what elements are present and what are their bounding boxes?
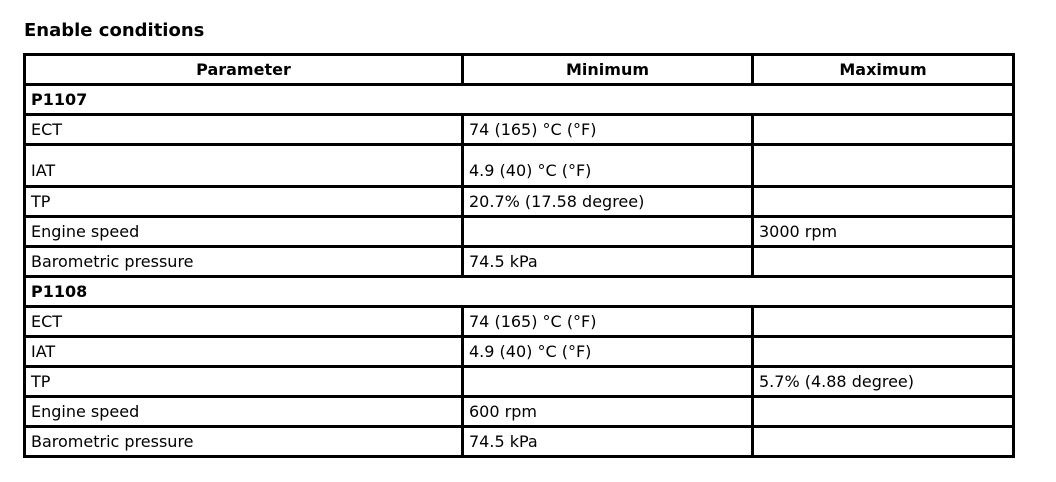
maximum-cell <box>753 427 1014 457</box>
group-code: P1107 <box>25 85 1014 115</box>
maximum-cell <box>753 247 1014 277</box>
maximum-cell: 5.7% (4.88 degree) <box>753 367 1014 397</box>
table-row <box>25 367 1014 397</box>
parameter-cell: Barometric pressure <box>25 247 463 277</box>
maximum-cell <box>753 187 1014 217</box>
maximum-cell <box>753 145 1014 187</box>
group-row-p1107 <box>25 85 1014 115</box>
table-row <box>25 115 1014 145</box>
table-row <box>25 427 1014 457</box>
table-row <box>25 217 1014 247</box>
minimum-cell: 4.9 (40) °C (°F) <box>463 145 753 187</box>
minimum-cell: 4.9 (40) °C (°F) <box>463 337 753 367</box>
minimum-cell <box>463 367 753 397</box>
header-parameter: Parameter <box>25 55 463 85</box>
minimum-cell: 20.7% (17.58 degree) <box>463 187 753 217</box>
table-row <box>25 187 1014 217</box>
minimum-cell: 600 rpm <box>463 397 753 427</box>
maximum-cell: 3000 rpm <box>753 217 1014 247</box>
page-title: Enable conditions <box>24 20 205 41</box>
parameter-cell: Engine speed <box>25 217 463 247</box>
parameter-cell: Barometric pressure <box>25 427 463 457</box>
table-row <box>25 337 1014 367</box>
group-code: P1108 <box>25 277 1014 307</box>
parameter-cell: TP <box>25 187 463 217</box>
maximum-cell <box>753 307 1014 337</box>
minimum-cell: 74.5 kPa <box>463 427 753 457</box>
parameter-cell: IAT <box>25 337 463 367</box>
minimum-cell: 74 (165) °C (°F) <box>463 307 753 337</box>
parameter-cell: ECT <box>25 307 463 337</box>
parameter-cell: ECT <box>25 115 463 145</box>
header-row <box>25 55 1014 85</box>
minimum-cell: 74 (165) °C (°F) <box>463 115 753 145</box>
group-row-p1108 <box>25 277 1014 307</box>
table-row <box>25 247 1014 277</box>
table-row <box>25 145 1014 187</box>
header-maximum: Maximum <box>753 55 1014 85</box>
parameter-cell: TP <box>25 367 463 397</box>
parameter-cell: Engine speed <box>25 397 463 427</box>
header-minimum: Minimum <box>463 55 753 85</box>
minimum-cell <box>463 217 753 247</box>
maximum-cell <box>753 397 1014 427</box>
minimum-cell: 74.5 kPa <box>463 247 753 277</box>
parameter-cell: IAT <box>25 145 463 187</box>
table-row <box>25 307 1014 337</box>
maximum-cell <box>753 337 1014 367</box>
table-row <box>25 397 1014 427</box>
enable-conditions-table <box>23 53 1015 458</box>
maximum-cell <box>753 115 1014 145</box>
